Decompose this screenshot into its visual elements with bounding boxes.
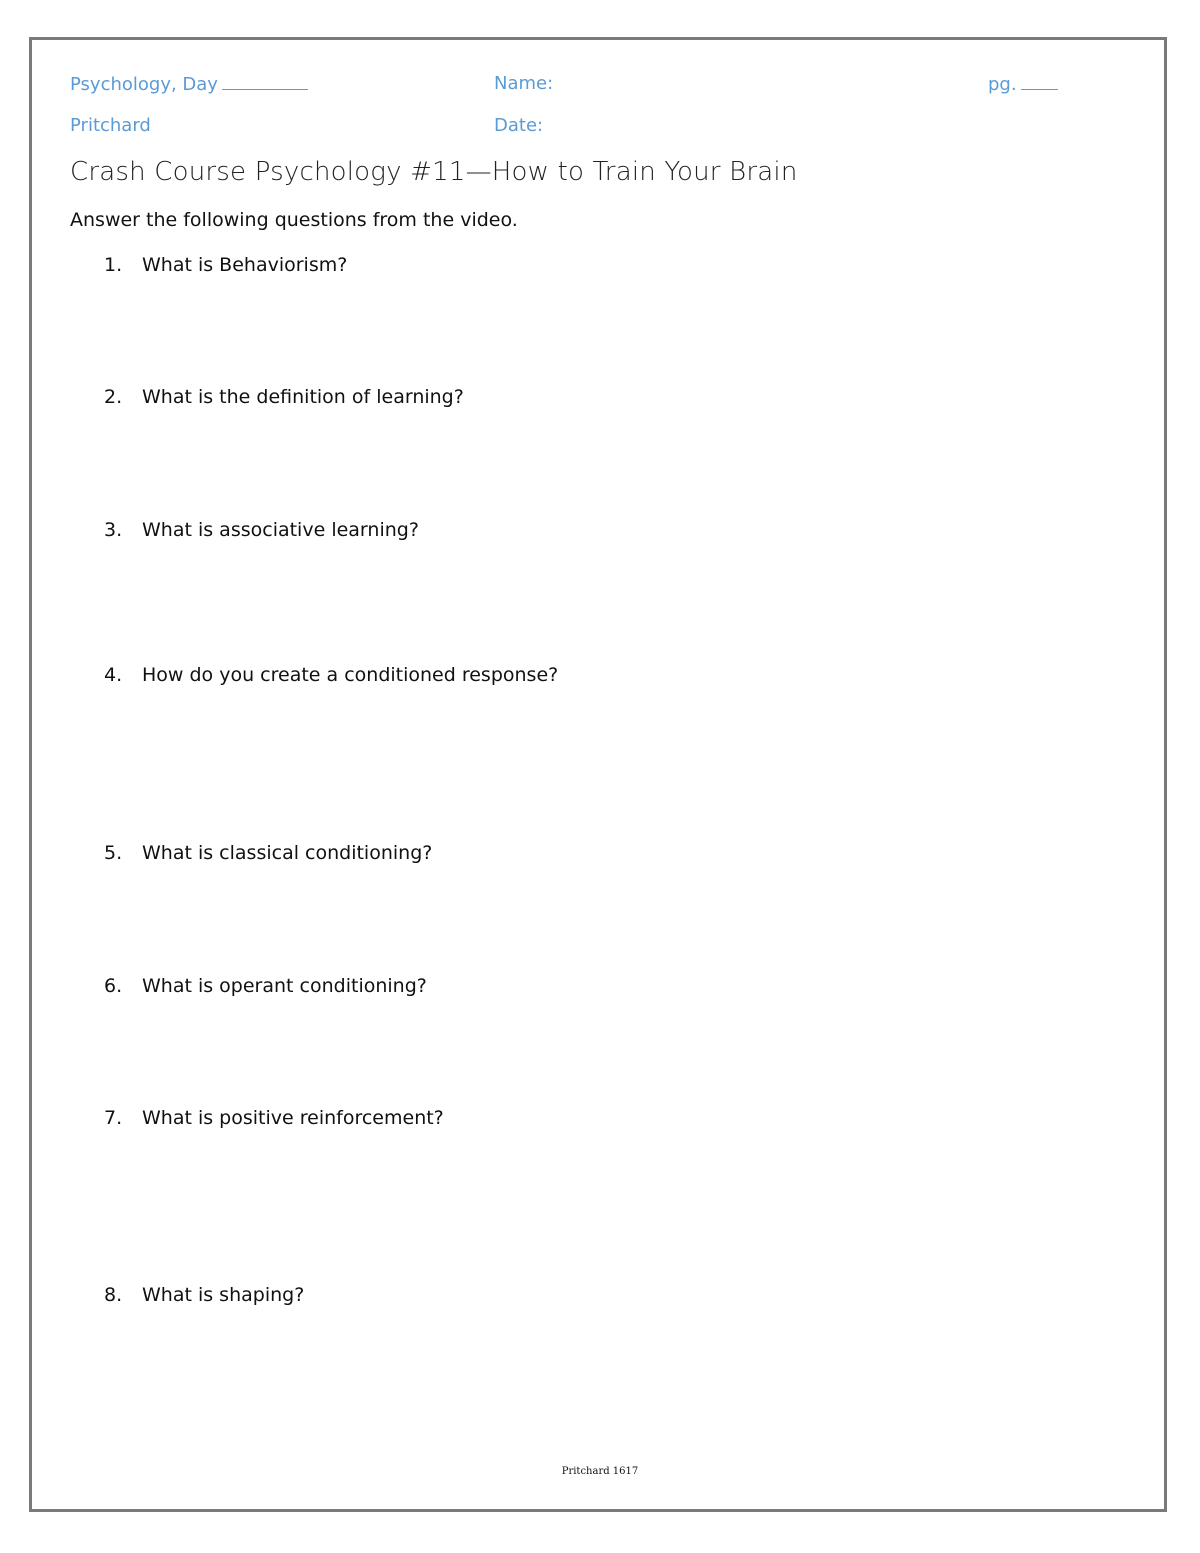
question-item — [104, 664, 558, 686]
question-text: What is operant conditioning? — [142, 975, 427, 997]
question-number: 3. — [104, 519, 123, 541]
question-text: How do you create a conditioned response? — [142, 664, 559, 686]
page-number-label — [988, 73, 1058, 96]
question-number: 5. — [104, 842, 123, 864]
name-label: Name: — [494, 73, 554, 94]
question-text: What is the definition of learning? — [142, 386, 464, 408]
question-item — [104, 1107, 444, 1129]
footer-credit: Pritchard 1617 — [561, 1466, 639, 1477]
question-item — [104, 842, 432, 864]
question-text: What is shaping? — [142, 1284, 305, 1306]
page-blank-line[interactable] — [1021, 73, 1058, 90]
worksheet-title: Crash Course Psychology #11—How to Train Your Brain — [70, 157, 798, 187]
question-number: 4. — [104, 664, 123, 686]
instructions: Answer the following questions from the video. — [70, 209, 518, 231]
question-number: 1. — [104, 254, 123, 276]
question-text: What is classical conditioning? — [142, 842, 433, 864]
question-number: 6. — [104, 975, 123, 997]
question-number: 2. — [104, 386, 123, 408]
page-label-text: pg. — [988, 74, 1017, 95]
question-text: What is positive reinforcement? — [142, 1107, 444, 1129]
question-item — [104, 1284, 304, 1306]
day-blank-line[interactable] — [222, 73, 308, 90]
date-label: Date: — [494, 115, 544, 136]
question-item — [104, 386, 464, 408]
question-item — [104, 254, 347, 276]
question-text: What is associative learning? — [142, 519, 419, 541]
teacher-name: Pritchard — [70, 115, 151, 136]
question-number: 7. — [104, 1107, 123, 1129]
question-text: What is Behaviorism? — [142, 254, 348, 276]
course-day-label — [70, 73, 308, 96]
question-number: 8. — [104, 1284, 123, 1306]
question-item — [104, 519, 419, 541]
question-item — [104, 975, 427, 997]
course-label-text: Psychology, Day — [70, 74, 218, 95]
